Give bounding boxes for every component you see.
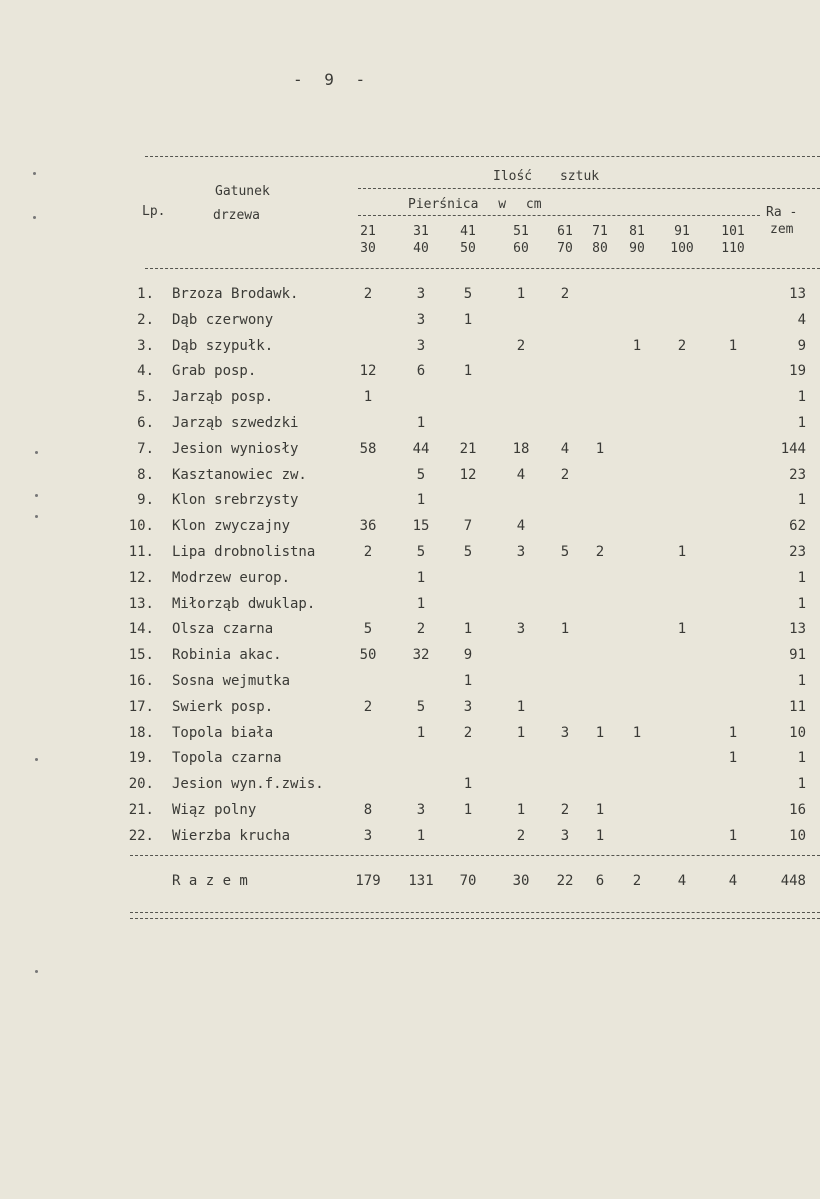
row-number: 19. — [128, 750, 154, 767]
row-number: 10. — [128, 518, 154, 535]
row-number: 5. — [137, 389, 154, 406]
count-cell: 7 — [463, 518, 473, 535]
count-cell: 1 — [595, 827, 605, 844]
total-bottom-double-rule — [130, 912, 820, 919]
total-top-rule — [130, 855, 820, 856]
count-cell: 3 — [416, 286, 426, 302]
count-cell: 1 — [516, 286, 526, 302]
species-name: Dąb czerwony — [172, 311, 274, 328]
count-cell: 4 — [516, 466, 526, 483]
species-name: Grab posp. — [172, 363, 257, 380]
count-cell: 5 — [463, 544, 473, 560]
range-header-from: 41 — [460, 224, 476, 239]
count-cell: 1 — [416, 724, 426, 741]
count-cell: 2 — [516, 827, 526, 844]
count-cell: 9 — [463, 647, 473, 664]
row-number: 16. — [128, 673, 154, 689]
count-cell: 3 — [416, 311, 426, 328]
row-total: 13 — [789, 286, 806, 302]
range-header-to: 60 — [513, 241, 529, 256]
count-cell: 6 — [416, 363, 426, 380]
header-count-rule — [358, 188, 820, 189]
count-cell: 1 — [595, 724, 605, 741]
count-cell: 1 — [463, 776, 473, 793]
count-cell: 58 — [359, 440, 377, 457]
count-cell: 2 — [416, 621, 426, 638]
summary-count-cell: 131 — [408, 873, 434, 889]
table-row — [0, 467, 820, 487]
row-total: 1 — [797, 569, 806, 586]
count-cell: 3 — [463, 698, 473, 715]
count-cell: 1 — [560, 621, 570, 638]
row-total: 16 — [789, 802, 806, 818]
row-number: 4. — [137, 363, 154, 380]
count-cell: 1 — [595, 440, 605, 457]
row-total: 9 — [797, 337, 806, 354]
count-cell: 1 — [632, 724, 642, 741]
scan-mark — [35, 970, 38, 973]
count-cell: 3 — [416, 802, 426, 818]
count-cell: 1 — [677, 621, 687, 638]
row-total: 1 — [797, 389, 806, 406]
range-header-from: 81 — [629, 224, 645, 239]
count-cell: 1 — [463, 802, 473, 818]
scan-mark — [35, 494, 38, 497]
row-total: 62 — [789, 518, 806, 535]
count-cell: 3 — [516, 544, 526, 560]
table-row — [0, 750, 820, 770]
row-total: 1 — [797, 492, 806, 509]
count-cell: 3 — [560, 827, 570, 844]
row-number: 13. — [128, 595, 154, 612]
count-cell: 1 — [728, 750, 738, 767]
count-cell: 8 — [363, 802, 373, 818]
row-number: 21. — [128, 802, 154, 818]
row-number: 12. — [128, 569, 154, 586]
species-name: Kasztanowiec zw. — [172, 466, 307, 483]
count-cell: 2 — [363, 286, 373, 302]
count-cell: 1 — [677, 544, 687, 560]
row-total: 23 — [789, 544, 806, 560]
summary-count-cell: 30 — [512, 873, 530, 889]
count-cell: 1 — [728, 724, 738, 741]
count-cell: 1 — [516, 698, 526, 715]
range-header-to: 70 — [557, 241, 573, 256]
scan-mark — [35, 451, 38, 454]
count-cell: 2 — [463, 724, 473, 741]
table-row — [0, 699, 820, 719]
summary-row — [0, 873, 820, 893]
count-cell: 2 — [363, 544, 373, 560]
range-header-to: 50 — [460, 241, 476, 256]
count-cell: 1 — [516, 802, 526, 818]
count-cell: 1 — [463, 673, 473, 689]
species-name: Miłorząb dwuklap. — [172, 595, 316, 612]
range-header-from: 51 — [513, 224, 529, 239]
species-name: Robinia akac. — [172, 647, 282, 664]
row-number: 6. — [137, 415, 154, 431]
row-total: 13 — [789, 621, 806, 638]
row-number: 2. — [137, 311, 154, 328]
count-cell: 3 — [416, 337, 426, 354]
table-row — [0, 570, 820, 590]
row-number: 22. — [128, 827, 154, 844]
count-cell: 44 — [412, 440, 430, 457]
count-cell: 32 — [412, 647, 430, 664]
range-header-from: 71 — [592, 224, 608, 239]
species-name: Jesion wyn.f.zwis. — [172, 776, 324, 793]
summary-count-cell: 2 — [632, 873, 642, 889]
row-total: 1 — [797, 776, 806, 793]
table-row — [0, 621, 820, 641]
range-header-to: 30 — [360, 241, 376, 256]
count-cell: 3 — [560, 724, 570, 741]
summary-total: 448 — [780, 873, 806, 889]
table-row — [0, 518, 820, 538]
row-number: 7. — [137, 440, 154, 457]
species-name: Wierzba krucha — [172, 827, 291, 844]
species-name: Lipa drobnolistna — [172, 544, 316, 560]
row-total: 1 — [797, 595, 806, 612]
count-cell: 1 — [416, 492, 426, 509]
table-row — [0, 828, 820, 848]
range-header-to: 40 — [413, 241, 429, 256]
summary-count-cell: 179 — [355, 873, 381, 889]
count-cell: 1 — [463, 311, 473, 328]
row-total: 4 — [797, 311, 806, 328]
range-header-to: 110 — [721, 241, 745, 256]
header-lp: Lp. — [142, 204, 166, 219]
summary-label: R a z e m — [172, 873, 248, 889]
header-species-line2: drzewa — [213, 208, 260, 223]
header-girth-title: Pierśnica w cm — [408, 197, 542, 212]
count-cell: 1 — [728, 337, 738, 354]
table-row — [0, 312, 820, 332]
count-cell: 50 — [359, 647, 377, 664]
table-row — [0, 596, 820, 616]
header-total-line1: Ra - — [766, 205, 798, 220]
count-cell: 36 — [359, 518, 377, 535]
count-cell: 12 — [359, 363, 377, 380]
count-cell: 1 — [595, 802, 605, 818]
count-cell: 1 — [416, 569, 426, 586]
table-row — [0, 338, 820, 358]
summary-count-cell: 22 — [556, 873, 574, 889]
count-cell: 5 — [416, 466, 426, 483]
summary-count-cell: 4 — [728, 873, 738, 889]
count-cell: 5 — [463, 286, 473, 302]
scan-mark — [33, 172, 36, 175]
count-cell: 2 — [516, 337, 526, 354]
count-cell: 15 — [412, 518, 430, 535]
summary-count-cell: 70 — [459, 873, 477, 889]
table-row — [0, 389, 820, 409]
row-total: 1 — [797, 750, 806, 767]
row-total: 23 — [789, 466, 806, 483]
species-name: Swierk posp. — [172, 698, 274, 715]
count-cell: 5 — [363, 621, 373, 638]
header-total-line2: zem — [770, 222, 794, 237]
table-row — [0, 647, 820, 667]
summary-count-cell: 4 — [677, 873, 687, 889]
range-header-from: 91 — [674, 224, 690, 239]
scan-mark — [35, 758, 38, 761]
count-cell: 2 — [560, 802, 570, 818]
scan-mark — [33, 216, 36, 219]
count-cell: 2 — [363, 698, 373, 715]
row-number: 18. — [128, 724, 154, 741]
count-cell: 5 — [416, 544, 426, 560]
row-total: 91 — [789, 647, 806, 664]
scan-mark — [35, 515, 38, 518]
count-cell: 1 — [416, 827, 426, 844]
species-name: Jarząb posp. — [172, 389, 274, 406]
count-cell: 5 — [416, 698, 426, 715]
row-total: 1 — [797, 415, 806, 431]
count-cell: 3 — [363, 827, 373, 844]
header-species-line1: Gatunek — [215, 184, 270, 199]
count-cell: 1 — [516, 724, 526, 741]
row-number: 3. — [137, 337, 154, 354]
range-header-from: 61 — [557, 224, 573, 239]
row-total: 10 — [789, 724, 806, 741]
species-name: Sosna wejmutka — [172, 673, 291, 689]
species-name: Modrzew europ. — [172, 569, 291, 586]
table-row — [0, 286, 820, 306]
species-name: Jarząb szwedzki — [172, 415, 299, 431]
header-bottom-rule — [145, 268, 820, 269]
count-cell: 1 — [463, 363, 473, 380]
row-total: 11 — [789, 698, 806, 715]
range-header-to: 90 — [629, 241, 645, 256]
species-name: Wiąz polny — [172, 802, 257, 818]
count-cell: 2 — [595, 544, 605, 560]
count-cell: 2 — [677, 337, 687, 354]
count-cell: 21 — [459, 440, 477, 457]
count-cell: 2 — [560, 466, 570, 483]
count-cell: 2 — [560, 286, 570, 302]
count-cell: 1 — [416, 595, 426, 612]
species-name: Topola czarna — [172, 750, 282, 767]
count-cell: 1 — [363, 389, 373, 406]
row-total: 144 — [780, 440, 806, 457]
count-cell: 3 — [516, 621, 526, 638]
count-cell: 1 — [463, 621, 473, 638]
species-name: Klon zwyczajny — [172, 518, 291, 535]
row-number: 8. — [137, 466, 154, 483]
row-total: 19 — [789, 363, 806, 380]
row-number: 1. — [137, 286, 154, 302]
table-row — [0, 776, 820, 796]
table-row — [0, 673, 820, 693]
table-row — [0, 544, 820, 564]
species-name: Dąb szypułk. — [172, 337, 274, 354]
row-total: 1 — [797, 673, 806, 689]
species-name: Topola biała — [172, 724, 274, 741]
count-cell: 5 — [560, 544, 570, 560]
range-header-from: 21 — [360, 224, 376, 239]
range-header-from: 31 — [413, 224, 429, 239]
row-number: 9. — [137, 492, 154, 509]
table-row — [0, 725, 820, 745]
species-name: Brzoza Brodawk. — [172, 286, 299, 302]
count-cell: 4 — [560, 440, 570, 457]
row-total: 10 — [789, 827, 806, 844]
table-row — [0, 492, 820, 512]
header-count-title: Ilość sztuk — [493, 169, 600, 184]
range-header-from: 101 — [721, 224, 745, 239]
row-number: 15. — [128, 647, 154, 664]
species-name: Olsza czarna — [172, 621, 274, 638]
row-number: 11. — [128, 544, 154, 560]
row-number: 17. — [128, 698, 154, 715]
count-cell: 4 — [516, 518, 526, 535]
table-row — [0, 415, 820, 435]
count-cell: 1 — [416, 415, 426, 431]
summary-count-cell: 6 — [595, 873, 605, 889]
count-cell: 18 — [512, 440, 530, 457]
table-row — [0, 802, 820, 822]
table-row — [0, 363, 820, 383]
page-number: - 9 - — [293, 70, 372, 89]
table-top-rule — [145, 156, 820, 157]
count-cell: 1 — [632, 337, 642, 354]
species-name: Klon srebrzysty — [172, 492, 299, 509]
range-header-to: 80 — [592, 241, 608, 256]
count-cell: 12 — [459, 466, 477, 483]
row-number: 14. — [128, 621, 154, 638]
range-header-to: 100 — [670, 241, 694, 256]
species-name: Jesion wyniosły — [172, 440, 299, 457]
table-row — [0, 441, 820, 461]
count-cell: 1 — [728, 827, 738, 844]
header-girth-rule — [358, 215, 760, 216]
row-number: 20. — [128, 776, 154, 793]
